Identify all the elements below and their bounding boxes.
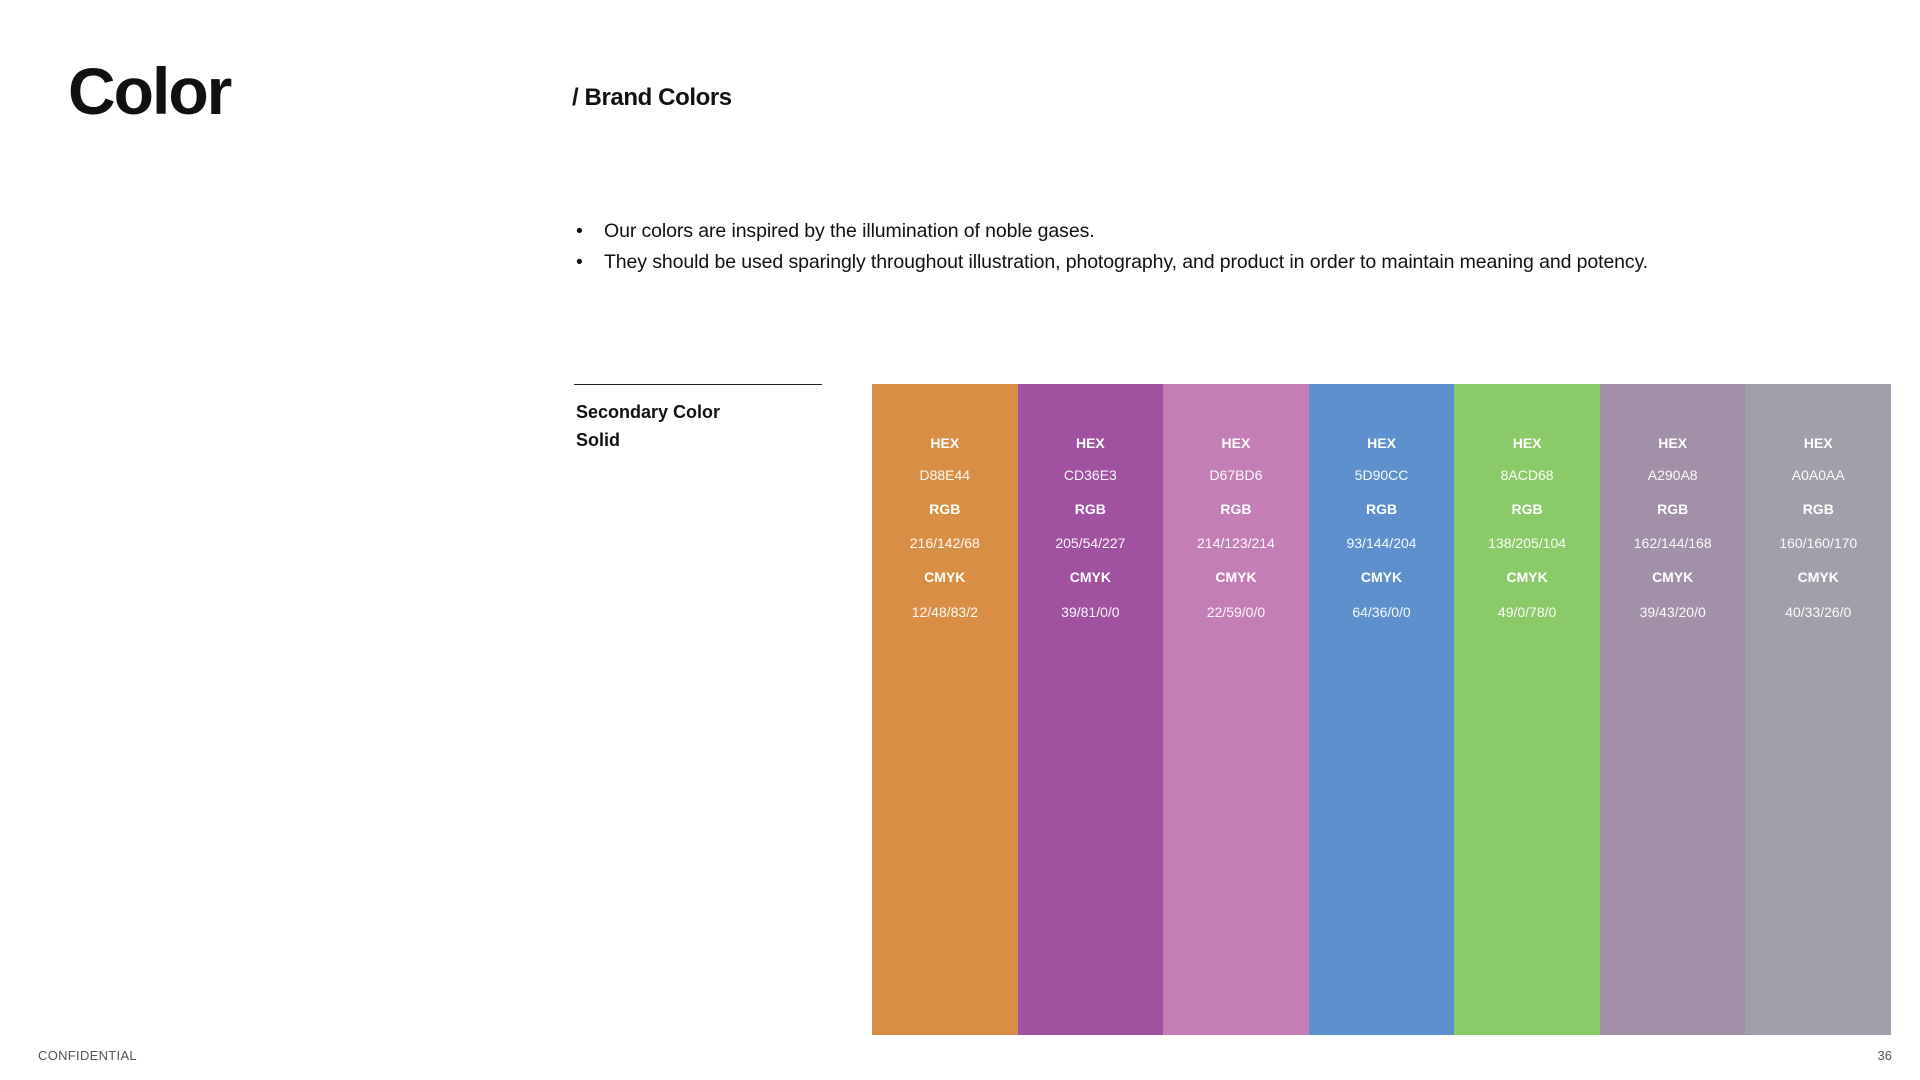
color-swatches [872,384,1891,1035]
hex-value: A290A8 [1647,467,1698,483]
hex-label: HEX [1658,435,1688,451]
color-swatch [1454,384,1600,1035]
rgb-label: RGB [929,501,961,517]
hex-label: HEX [930,435,960,451]
cmyk-value: 49/0/78/0 [1497,604,1557,620]
confidential-label: CONFIDENTIAL [38,1048,137,1063]
section-label-line1: Secondary Color [576,402,721,422]
rgb-value: 138/205/104 [1488,535,1567,551]
rgb-value: 216/142/68 [909,535,980,551]
rgb-value: 214/123/214 [1197,535,1275,551]
page-number: 36 [1877,1048,1892,1063]
hex-value: 8ACD68 [1500,467,1554,483]
bullet-dot: • [576,220,583,242]
hex-label: HEX [1221,435,1251,451]
rgb-label: RGB [1511,501,1543,517]
section-subtitle: / Brand Colors [572,84,732,111]
cmyk-value: 39/81/0/0 [1061,604,1120,620]
cmyk-label: CMYK [1797,569,1839,585]
rgb-label: RGB [1220,501,1252,517]
cmyk-label: CMYK [1506,569,1548,585]
color-swatch [872,384,1018,1035]
color-swatch [1018,384,1164,1035]
section-label [576,398,720,454]
cmyk-label: CMYK [1215,569,1257,585]
rgb-value: 162/144/168 [1633,535,1712,551]
cmyk-label: CMYK [1360,569,1403,585]
rgb-label: RGB [1657,501,1689,517]
cmyk-label: CMYK [1652,569,1694,585]
page-title: Color [68,54,231,128]
color-swatch [1745,384,1891,1035]
rgb-value: 93/144/204 [1346,535,1417,551]
color-swatch [1163,384,1309,1035]
rgb-value: 160/160/170 [1779,535,1858,551]
bullet-item [576,247,1648,278]
section-label-line2: Solid [576,430,620,450]
rgb-label: RGB [1802,501,1834,517]
hex-label: HEX [1367,435,1396,451]
hex-label: HEX [1803,435,1833,451]
section-divider [574,384,822,385]
bullet-item [576,216,1648,247]
bullet-text: They should be used sparingly throughout illustration, photography, and product in order to maintain meaning and potency. [604,251,1649,273]
rgb-label: RGB [1074,501,1106,517]
cmyk-value: 22/59/0/0 [1206,604,1266,620]
hex-label: HEX [1075,435,1105,451]
cmyk-value: 39/43/20/0 [1639,604,1706,620]
cmyk-value: 40/33/26/0 [1785,604,1852,620]
bullet-dot: • [576,251,583,273]
hex-value: CD36E3 [1063,467,1117,483]
rgb-label: RGB [1365,501,1398,517]
color-swatch [1309,384,1455,1035]
hex-value: A0A0AA [1791,467,1845,483]
rgb-value: 205/54/227 [1055,535,1126,551]
color-swatch [1600,384,1746,1035]
bullet-list [576,216,1648,278]
cmyk-label: CMYK [924,569,966,585]
hex-value: D88E44 [919,467,971,483]
cmyk-label: CMYK [1069,569,1111,585]
bullet-text: Our colors are inspired by the illumination of noble gases. [604,220,1095,242]
cmyk-value: 12/48/83/2 [911,604,978,620]
hex-value: 5D90CC [1354,467,1409,483]
cmyk-value: 64/36/0/0 [1352,604,1411,620]
hex-label: HEX [1512,435,1542,451]
hex-value: D67BD6 [1209,467,1263,483]
